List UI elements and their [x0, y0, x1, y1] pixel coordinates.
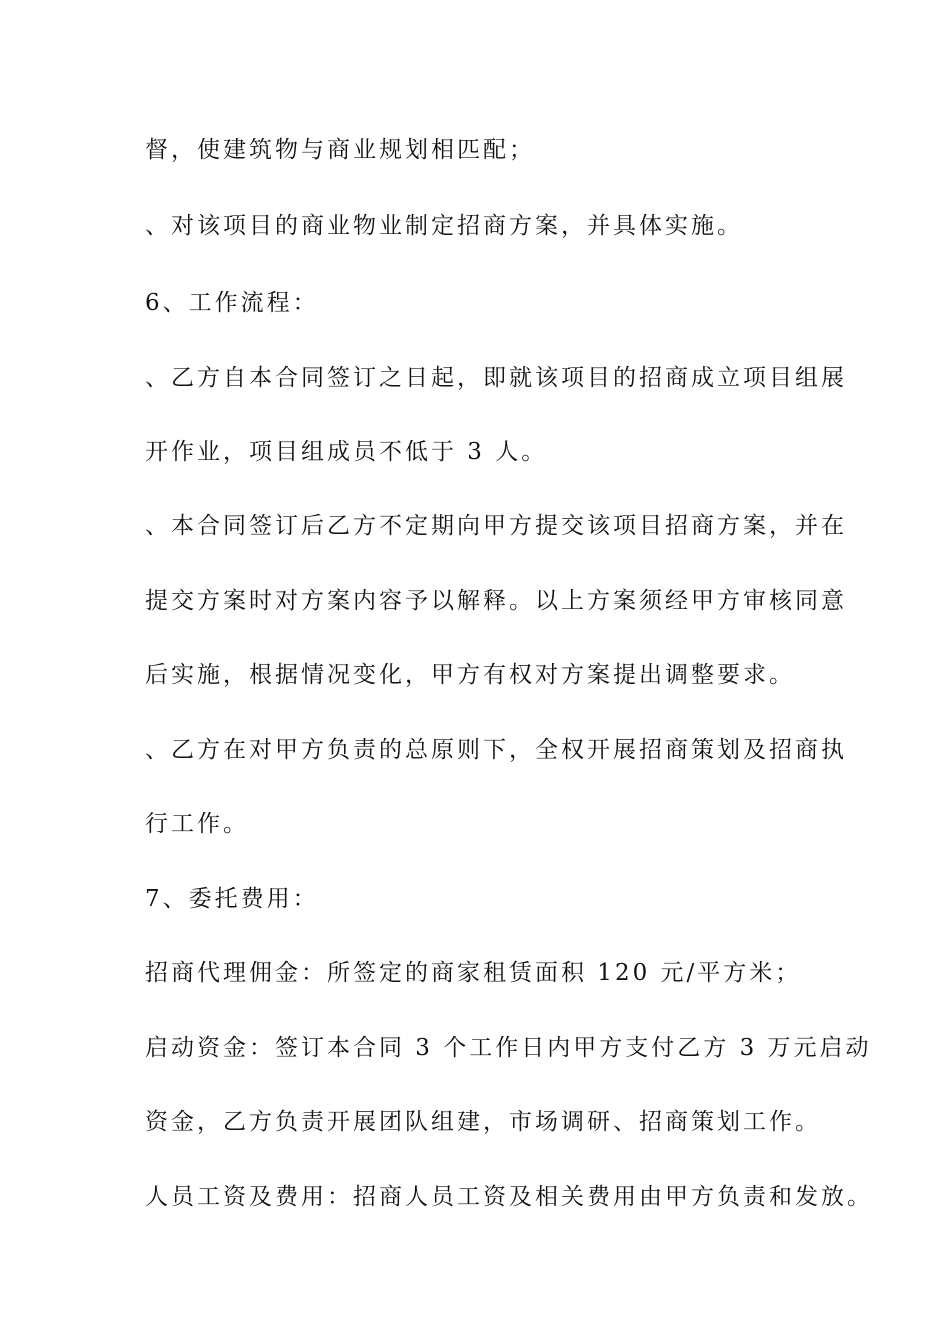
paragraph-line: 开作业，项目组成员不低于 3 人。	[145, 439, 548, 465]
paragraph-line: 提交方案时对方案内容予以解释。以上方案须经甲方审核同意	[145, 588, 847, 614]
paragraph-line: 督，使建筑物与商业规划相匹配；	[145, 137, 535, 163]
paragraph-line: 、对该项目的商业物业制定招商方案，并具体实施。	[145, 213, 743, 239]
paragraph-line: 启动资金：签订本合同 3 个工作日内甲方支付乙方 3 万元启动	[145, 1035, 872, 1061]
paragraph-line: 行工作。	[145, 811, 249, 837]
paragraph-line: 、乙方在对甲方负责的总原则下，全权开展招商策划及招商执	[145, 737, 847, 763]
paragraph-line: 招商代理佣金：所签定的商家租赁面积 120 元/平方米；	[145, 960, 802, 986]
paragraph-line: 、本合同签订后乙方不定期向甲方提交该项目招商方案，并在	[145, 513, 847, 539]
paragraph-line: 、乙方自本合同签订之日起，即就该项目的招商成立项目组展	[145, 365, 847, 391]
section-heading: 7、委托费用：	[145, 886, 319, 912]
section-heading: 6、工作流程：	[145, 290, 319, 316]
paragraph-line: 人员工资及费用：招商人员工资及相关费用由甲方负责和发放。	[145, 1184, 873, 1210]
paragraph-line: 后实施，根据情况变化，甲方有权对方案提出调整要求。	[145, 662, 795, 688]
paragraph-line: 资金，乙方负责开展团队组建，市场调研、招商策划工作。	[145, 1109, 821, 1135]
